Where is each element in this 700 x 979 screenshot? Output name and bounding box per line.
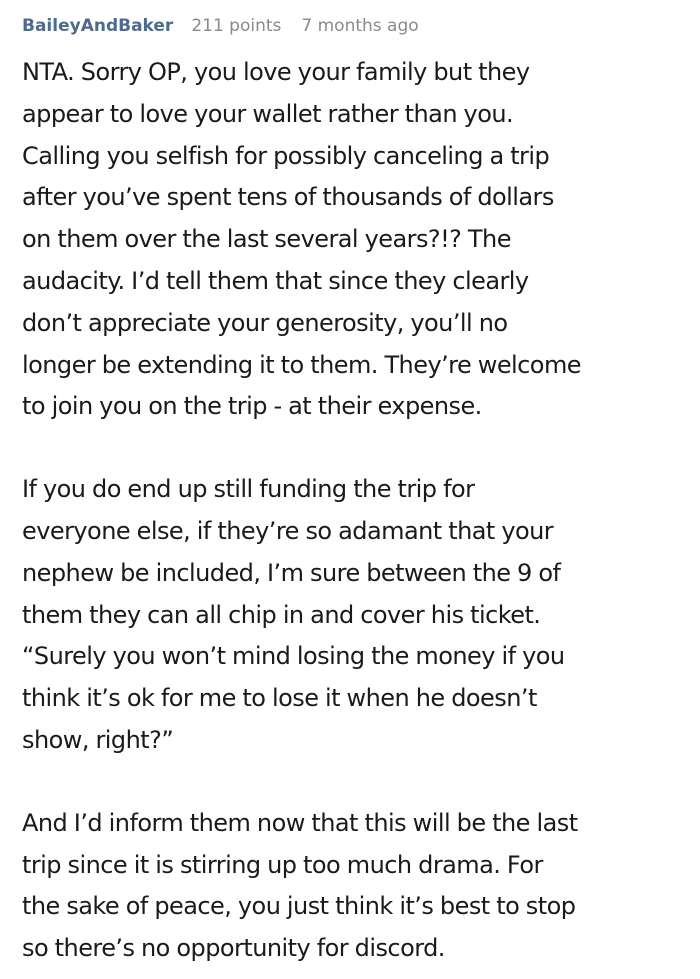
comment-timestamp[interactable]: 7 months ago — [301, 16, 419, 36]
comment-author-link[interactable]: BaileyAndBaker — [22, 16, 174, 36]
comment-line: think it’s ok for me to lose it when he doesn’t — [22, 684, 537, 713]
comment-line: And I’d inform them now that this will be the last — [22, 808, 578, 837]
comment-body — [22, 52, 678, 970]
comment-line: don’t appreciate your generosity, you’ll no — [22, 308, 508, 337]
comment-line: longer be extending it to them. They’re welcome — [22, 350, 581, 379]
comment-line: If you do end up still funding the trip for — [22, 475, 475, 504]
comment-paragraph-3 — [22, 803, 678, 970]
comment-line: trip since it is stirring up too much drama. For — [22, 850, 543, 879]
comment-line: Calling you selfish for possibly canceling a trip — [22, 141, 550, 170]
comment-line: the sake of peace, you just think it’s best to stop — [22, 892, 576, 921]
comment-line: show, right?” — [22, 725, 174, 754]
comment-paragraph-1 — [22, 52, 678, 428]
comment-line: everyone else, if they’re so adamant that your — [22, 516, 554, 545]
comment-line: after you’ve spent tens of thousands of dollars — [22, 183, 554, 212]
comment-line: appear to love your wallet rather than you. — [22, 99, 514, 128]
comment-meta — [22, 16, 678, 46]
comment-line: NTA. Sorry OP, you love your family but they — [22, 58, 530, 86]
comment-line: on them over the last several years?!? The — [22, 225, 511, 254]
comment-line: nephew be included, I’m sure between the 9 of — [22, 558, 561, 587]
comment-line: to join you on the trip - at their expense. — [22, 392, 482, 421]
comment-paragraph-2 — [22, 469, 678, 762]
comment-line: “Surely you won’t mind losing the money if you — [22, 642, 565, 671]
comment-points: 211 points — [191, 16, 282, 36]
comment-line: audacity. I’d tell them that since they clearly — [22, 266, 529, 295]
comment-line: so there’s no opportunity for discord. — [22, 934, 445, 963]
comment-line: them they can all chip in and cover his ticket. — [22, 600, 541, 629]
